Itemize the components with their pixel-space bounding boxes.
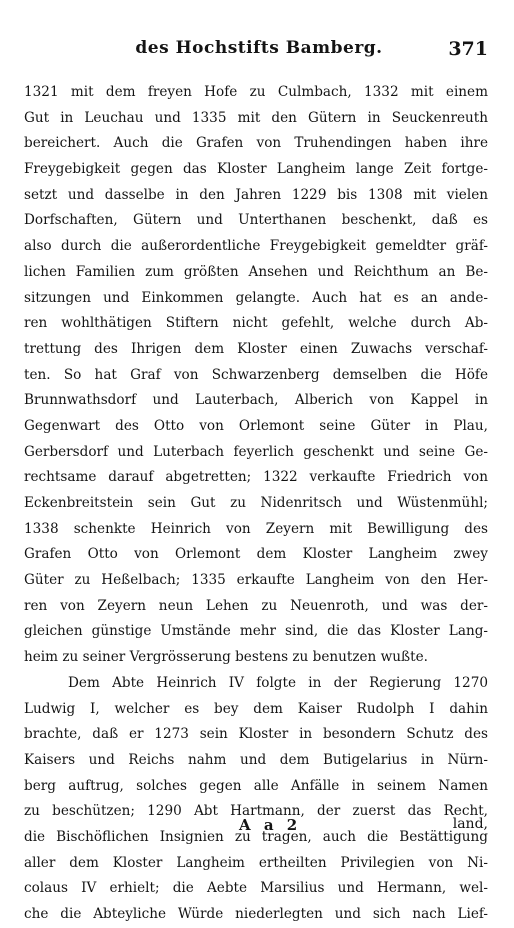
text-line: Dem Abte Heinrich IV folgte in der Regierung 1270 bbox=[68, 674, 488, 691]
text-line: rechtsame darauf abgetretten; 1322 verkaufte Friedrich von bbox=[24, 469, 488, 486]
text-line: brachte, daß er 1273 sein Kloster in besondern Schutz des bbox=[24, 726, 488, 743]
text-line: heim zu seiner Vergrösserung bestens zu benutzen wußte. bbox=[24, 649, 428, 666]
text-line: ren wohlthätigen Stiftern nicht gefehlt, welche durch Ab- bbox=[24, 315, 488, 332]
text-line: setzt und dasselbe in den Jahren 1229 bis 1308 mit vielen bbox=[24, 186, 488, 203]
text-line: aller dem Kloster Langheim ertheilten Privilegien von Ni- bbox=[24, 854, 488, 871]
text-line: lichen Familien zum größten Ansehen und Reichthum an Be- bbox=[24, 263, 488, 280]
page-footer bbox=[24, 816, 488, 842]
page-header bbox=[30, 38, 488, 68]
text-line: Gut in Leuchau und 1335 mit den Gütern in Seuckenreuth bbox=[24, 109, 488, 126]
text-line: gleichen günstige Umstände mehr sind, die das Kloster Lang- bbox=[24, 623, 488, 640]
text-line: zu beschützen; 1290 Abt Hartmann, der zuerst das Recht, bbox=[24, 803, 488, 820]
text-line: che die Abteyliche Würde niederlegten und sich nach Lief- bbox=[24, 906, 488, 922]
text-line: die Bischöflichen Insignien zu tragen, auch die Bestättigung bbox=[24, 828, 488, 845]
text-line: Kaisers und Reichs nahm und dem Butigelarius in Nürn- bbox=[24, 751, 488, 768]
text-line: bereichert. Auch die Grafen von Truhendingen haben ihre bbox=[24, 135, 488, 152]
text-line: Dorfschaften, Gütern und Unterthanen beschenkt, daß es bbox=[24, 212, 488, 229]
text-line: Gerbersdorf und Luterbach feyerlich geschenkt und seine Ge- bbox=[24, 443, 488, 460]
text-line: ten. So hat Graf von Schwarzenberg demselben die Höfe bbox=[24, 366, 488, 383]
text-line: Eckenbreitstein sein Gut zu Nidenritsch und Wüstenmühl; bbox=[24, 495, 488, 511]
text-line: Grafen Otto von Orlemont dem Kloster Langheim zwey bbox=[24, 546, 488, 563]
paragraph bbox=[24, 671, 488, 928]
body-text bbox=[24, 80, 488, 928]
page-number: 371 bbox=[448, 38, 488, 60]
text-line: trettung des Ihrigen dem Kloster einen Zuwachs verschaf- bbox=[24, 340, 488, 357]
text-line: Brunnwathsdorf und Lauterbach, Alberich von Kappel in bbox=[24, 392, 488, 409]
text-line: 1338 schenkte Heinrich von Zeyern mit Bewilligung des bbox=[24, 520, 488, 537]
text-line: colaus IV erhielt; die Aebte Marsilius und Hermann, wel- bbox=[24, 880, 488, 897]
running-title: des Hochstifts Bamberg. bbox=[135, 38, 383, 58]
text-line: Güter zu Heßelbach; 1335 erkaufte Langheim von den Her- bbox=[24, 572, 488, 589]
text-line: also durch die außerordentliche Freygebigkeit gemeldter gräf- bbox=[24, 238, 488, 255]
signature-mark: A a 2 bbox=[239, 816, 302, 834]
text-line: Gegenwart des Otto von Orlemont seine Güter in Plau, bbox=[24, 417, 488, 434]
text-line: berg auftrug, solches gegen alle Anfälle in seinem Namen bbox=[24, 777, 488, 794]
text-line: Ludwig I, welcher es bey dem Kaiser Rudolph I dahin bbox=[24, 700, 488, 717]
catchword: land, bbox=[452, 816, 488, 832]
text-line: ren von Zeyern neun Lehen zu Neuenroth, und was der- bbox=[24, 597, 488, 614]
text-line: sitzungen und Einkommen gelangte. Auch hat es an ande- bbox=[24, 289, 488, 306]
paragraph bbox=[24, 80, 488, 671]
text-line: 1321 mit dem freyen Hofe zu Culmbach, 1332 mit einem bbox=[24, 84, 488, 100]
text-line: Freygebigkeit gegen das Kloster Langheim lange Zeit fortge- bbox=[24, 161, 488, 178]
